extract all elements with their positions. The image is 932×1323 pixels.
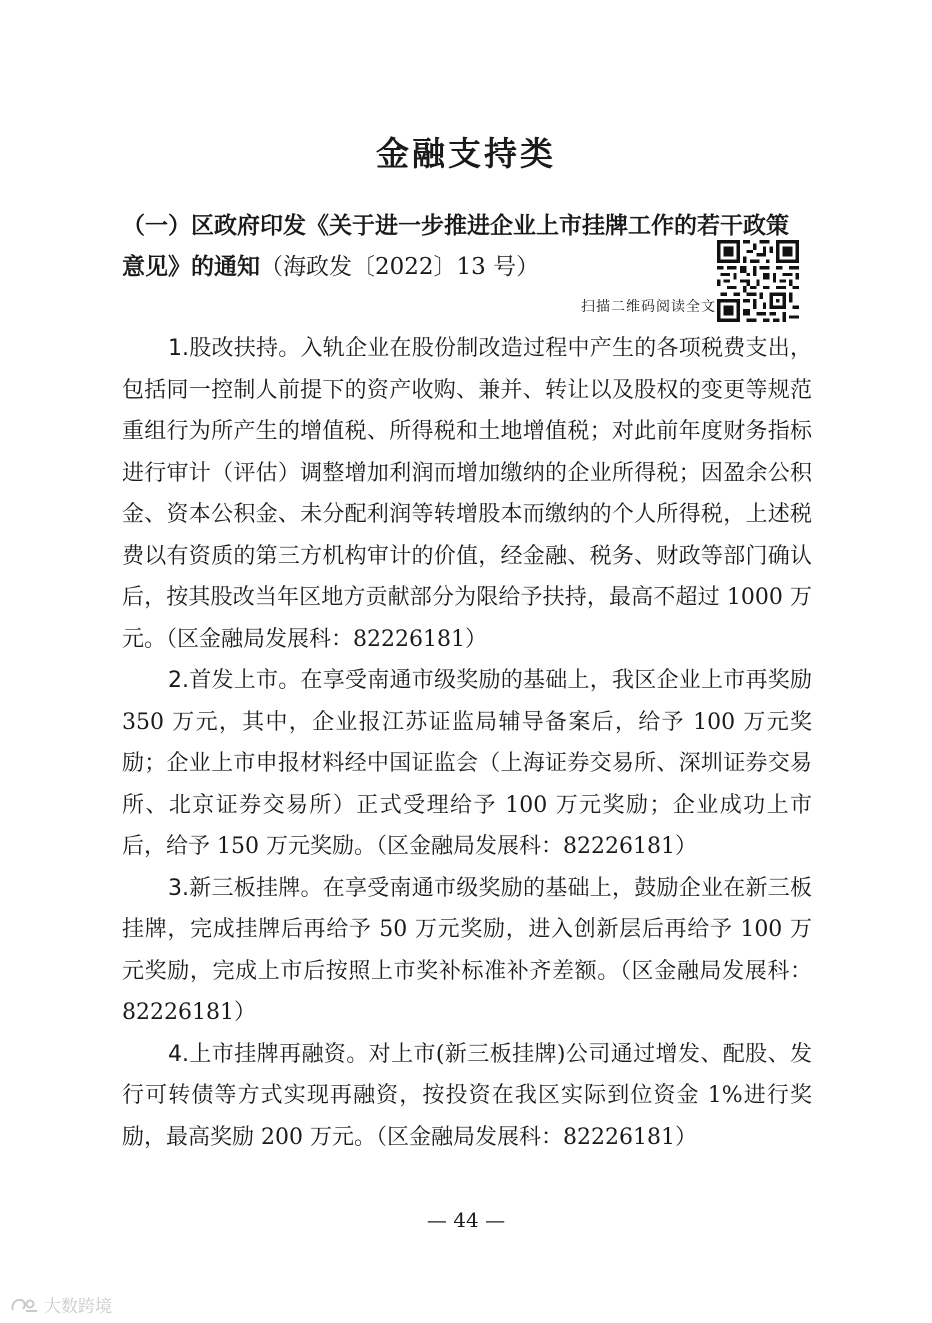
policy-item-text: 在享受南通市级奖励的基础上，我区企业上市再奖励 350 万元，其中，企业报江苏证监局辅导备案后，给予 100 万元奖励；企业上市申报材料经中国证监会（上海证券交易所、深圳证券交易所、北京证券交易所）正式受理给予 100 万元奖励；企业成功上市后，给予 150 万元奖励。（区金融局发展科：82226181） bbox=[122, 668, 812, 859]
policy-item-text: 在享受南通市级奖励的基础上，鼓励企业在新三板挂牌，完成挂牌后再给予 50 万元奖励，进入创新层后再给予 100 万元奖励，完成上市后按照上市奖补标准补齐差额。（区金融局发展科：82226181） bbox=[122, 875, 812, 1025]
policy-item-text: 入轨企业在股份制改造过程中产生的各项税费支出，包括同一控制人前提下的资产收购、兼并、转让以及股权的变更等规范重组行为所产生的增值税、所得税和土地增值税；对此前年度财务指标进行审计（评估）调整增加利润而增加缴纳的企业所得税；因盈余公积金、资本公积金、未分配利润等转增股本而缴纳的个人所得税，上述税费以有资质的第三方机构审计的价值，经金融、税务、财政等部门确认后，按其股改当年区地方贡献部分为限给予扶持，最高不超过 1000 万元。（区金融局发展科：82226181） bbox=[122, 336, 812, 652]
watermark-text: 大数跨境 bbox=[44, 1297, 112, 1317]
document-number: （海政发〔2022〕13 号） bbox=[260, 254, 540, 280]
section-heading-text: （一）区政府印发《关于进一步推进企业上市挂牌工作的若干政策意见》的通知 bbox=[122, 213, 789, 280]
policy-item-title: 1.股改扶持。 bbox=[168, 336, 301, 361]
policy-item bbox=[122, 660, 812, 868]
policy-item-title: 2.首发上市。 bbox=[168, 668, 301, 693]
policy-item bbox=[122, 1034, 812, 1159]
policy-items bbox=[122, 328, 812, 1158]
policy-item bbox=[122, 328, 812, 660]
section-heading bbox=[122, 206, 810, 288]
page-title: 金融支持类 bbox=[376, 134, 556, 173]
qr-caption: 扫描二维码阅读全文 bbox=[581, 299, 716, 315]
watermark bbox=[10, 1292, 112, 1317]
page-number: — 44 — bbox=[426, 1208, 506, 1232]
policy-item-title: 3.新三板挂牌。 bbox=[168, 875, 323, 901]
policy-item bbox=[122, 868, 812, 1034]
policy-item-title: 4.上市挂牌再融资。 bbox=[168, 1041, 369, 1067]
policy-item-text: 对上市(新三板挂牌)公司通过增发、配股、发行可转债等方式实现再融资，按投资在我区实际到位资金 1%进行奖励，最高奖励 200 万元。（区金融局发展科：82226181） bbox=[122, 1041, 812, 1150]
qr-code-icon[interactable] bbox=[717, 240, 799, 322]
watermark-logo-icon bbox=[10, 1296, 40, 1314]
